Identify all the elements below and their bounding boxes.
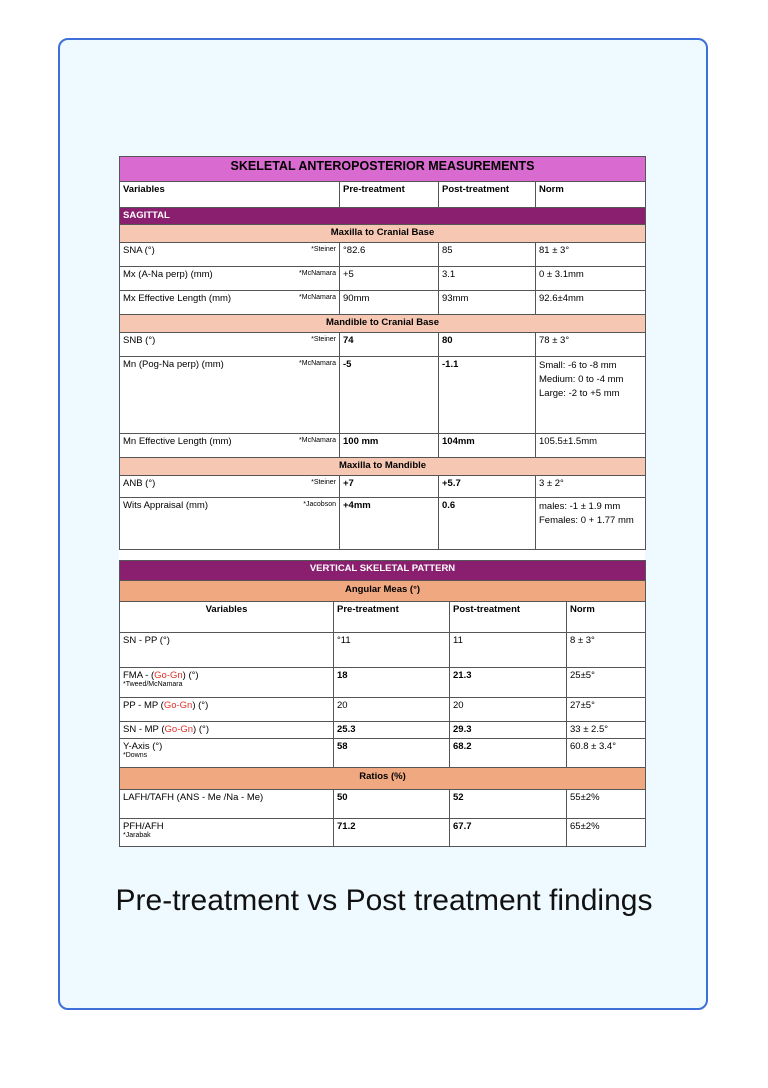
pre-value: +4mm (340, 498, 439, 550)
reference-label: *Steiner (311, 479, 336, 486)
post-value: 52 (450, 790, 567, 819)
header-norm: Norm (536, 182, 646, 208)
pre-value: 58 (334, 739, 450, 768)
header-norm: Norm (567, 602, 646, 633)
section-sagittal: SAGITTAL (120, 208, 646, 225)
pre-value: °82.6 (340, 243, 439, 267)
table-row (120, 243, 646, 267)
norm-line: Medium: 0 to -4 mm (539, 374, 624, 385)
norm-line: males: -1 ± 1.9 mm (539, 501, 621, 512)
variable-label: SNB (°) (123, 335, 156, 346)
table-row (120, 333, 646, 357)
post-value: 80 (439, 333, 536, 357)
post-value: 11 (450, 633, 567, 668)
variable-label: LAFH/TAFH (ANS - Me /Na - Me) (120, 790, 334, 819)
norm-value: 0 ± 3.1mm (536, 267, 646, 291)
reference-label: *Downs (123, 752, 148, 759)
variable-label: PFH/AFH *Jarabak (120, 819, 334, 847)
table-row (120, 633, 646, 668)
reference-label: *McNamara (299, 270, 336, 277)
post-value: +5.7 (439, 476, 536, 498)
variable-label: Mn (Pog-Na perp) (mm) (123, 359, 224, 370)
ratios-title: Ratios (%) (120, 768, 646, 790)
header-pre: Pre-treatment (334, 602, 450, 633)
norm-value: 8 ± 3° (567, 633, 646, 668)
post-value: 29.3 (450, 722, 567, 739)
header-pre: Pre-treatment (340, 182, 439, 208)
norm-value: 55±2% (567, 790, 646, 819)
vertical-pattern-table (119, 560, 646, 847)
norm-value: 3 ± 2° (536, 476, 646, 498)
pre-value: 18 (334, 668, 450, 698)
norm-value: 105.5±1.5mm (536, 434, 646, 458)
reference-label: *Steiner (311, 336, 336, 343)
group-title: Maxilla to Mandible (120, 458, 646, 476)
pre-value: 100 mm (340, 434, 439, 458)
post-value: 21.3 (450, 668, 567, 698)
table-row (120, 698, 646, 722)
pre-value: +5 (340, 267, 439, 291)
norm-value: 92.6±4mm (536, 291, 646, 315)
post-value: 3.1 (439, 267, 536, 291)
table-row (120, 819, 646, 847)
variable-label: FMA - (Go-Gn) (°) *Tweed/McNamara (120, 668, 334, 698)
norm-value: 81 ± 3° (536, 243, 646, 267)
variable-label: SN - MP (Go-Gn) (°) (120, 722, 334, 739)
norm-line: Large: -2 to +5 mm (539, 388, 620, 399)
table-row (120, 722, 646, 739)
post-value: 67.7 (450, 819, 567, 847)
pre-value: +7 (340, 476, 439, 498)
norm-value (536, 357, 646, 434)
variable-label: SNA (°) (123, 245, 155, 256)
variable-label: PP - MP (Go-Gn) (°) (120, 698, 334, 722)
pre-value: 20 (334, 698, 450, 722)
measurement-document (119, 156, 645, 847)
pre-value: °11 (334, 633, 450, 668)
norm-line: Females: 0 + 1.77 mm (539, 515, 634, 526)
pre-value: 25.3 (334, 722, 450, 739)
reference-label: *McNamara (299, 437, 336, 444)
norm-value: 78 ± 3° (536, 333, 646, 357)
table-row (120, 476, 646, 498)
header-post: Post-treatment (450, 602, 567, 633)
variable-label: Y-Axis (°) *Downs (120, 739, 334, 768)
table-title: VERTICAL SKELETAL PATTERN (120, 561, 646, 581)
slide-caption: Pre-treatment vs Post treatment findings (115, 884, 653, 917)
variable-label: Mx Effective Length (mm) (123, 293, 232, 304)
anteroposterior-table (119, 156, 646, 550)
norm-value: 25±5° (567, 668, 646, 698)
header-variables: Variables (120, 182, 340, 208)
post-value: 85 (439, 243, 536, 267)
post-value: 93mm (439, 291, 536, 315)
table-row (120, 357, 646, 434)
group-title: Mandible to Cranial Base (120, 315, 646, 333)
variable-label: ANB (°) (123, 478, 156, 489)
table-row (120, 739, 646, 768)
post-value: 20 (450, 698, 567, 722)
table-row (120, 790, 646, 819)
reference-label: *Steiner (311, 246, 336, 253)
norm-line: Small: -6 to -8 mm (539, 360, 617, 371)
pre-value: -5 (340, 357, 439, 434)
norm-value: 65±2% (567, 819, 646, 847)
post-value: 0.6 (439, 498, 536, 550)
variable-label: Wits Appraisal (mm) (123, 500, 208, 511)
header-post: Post-treatment (439, 182, 536, 208)
variable-label: SN - PP (°) (120, 633, 334, 668)
table-row (120, 498, 646, 550)
angular-title: Angular Meas (°) (120, 581, 646, 602)
reference-label: *Tweed/McNamara (123, 681, 183, 688)
norm-value: 60.8 ± 3.4° (567, 739, 646, 768)
pre-value: 71.2 (334, 819, 450, 847)
norm-value: 27±5° (567, 698, 646, 722)
variable-label: Mn Effective Length (mm) (123, 436, 232, 447)
reference-label: *McNamara (299, 360, 336, 367)
reference-label: *Jacobson (303, 501, 336, 508)
pre-value: 50 (334, 790, 450, 819)
reference-label: *McNamara (299, 294, 336, 301)
table-row (120, 668, 646, 698)
table-title: SKELETAL ANTEROPOSTERIOR MEASUREMENTS (120, 157, 646, 182)
group-title: Maxilla to Cranial Base (120, 225, 646, 243)
header-variables: Variables (120, 602, 334, 633)
norm-value: 33 ± 2.5° (567, 722, 646, 739)
post-value: 104mm (439, 434, 536, 458)
post-value: 68.2 (450, 739, 567, 768)
table-row (120, 434, 646, 458)
post-value: -1.1 (439, 357, 536, 434)
pre-value: 90mm (340, 291, 439, 315)
variable-label: Mx (A-Na perp) (mm) (123, 269, 213, 280)
table-row (120, 291, 646, 315)
pre-value: 74 (340, 333, 439, 357)
norm-value (536, 498, 646, 550)
reference-label: *Jarabak (123, 832, 151, 839)
table-row (120, 267, 646, 291)
